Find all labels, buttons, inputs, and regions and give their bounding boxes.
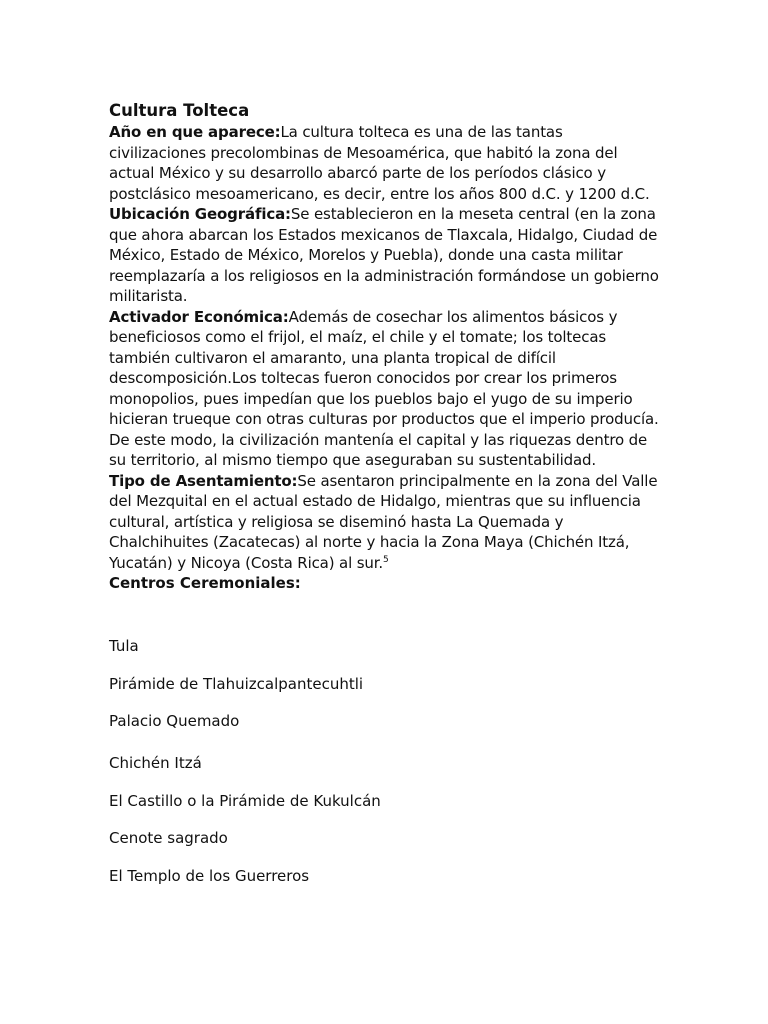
section-label: Activador Económica: [109,307,289,326]
list-item: Palacio Quemado [109,712,240,730]
list-item: El Templo de los Guerreros [109,867,310,885]
list-item: Tula [109,637,139,655]
section-location [109,204,659,307]
page-title: Cultura Tolteca [109,101,250,120]
section-label: Año en que aparece: [109,123,281,141]
section-label: Tipo de Asentamiento: [109,471,298,490]
section-text: La cultura tolteca es una de las tantas civilizaciones precolombinas de Mesoamérica, que habitó la zona del actual México y su desarrollo abarcó parte de los períodos clásico y postclásico mesoamericano, es decir, entre los años 800 d.C. y 1200 d.C. [109,123,650,203]
centers-heading: Centros Ceremoniales: [109,574,301,592]
section-settlement [109,471,659,574]
list-item: Cenote sagrado [109,829,228,847]
list-item: El Castillo o la Pirámide de Kukulcán [109,792,381,810]
list-item: Chichén Itzá [109,754,202,772]
footnote-marker: 5 [383,554,389,565]
section-text: Además de cosechar los alimentos básicos y beneficiosos como el frijol, el maíz, el chile y el tomate; los toltecas también cultivaron el amaranto, una planta tropical de difícil descomposición.Los toltecas fueron conocidos por crear los primeros monopolios, pues impedían que los pueblos bajo el yugo de su imperio hicieran trueque con otras culturas por productos que el imperio producía. De este modo, la civilización mantenía el capital y las riquezas dentro de su territorio, al mismo tiempo que aseguraban su sustentabilidad. [109,307,659,469]
document-body [109,100,659,594]
list-item: Pirámide de Tlahuizcalpantecuhtli [109,675,364,693]
section-text: Se asentaron principalmente en la zona del Valle del Mezquital en el actual estado de Hidalgo, mientras que su influencia cultural, artística y religiosa se diseminó hasta La Quemada y Chalchihuites (Zacatecas) al norte y hacia la Zona Maya (Chichén Itzá, Yucatán) y Nicoya (Costa Rica) al sur. [109,471,658,572]
section-economy [109,307,659,471]
section-label: Ubicación Geográfica: [109,205,291,223]
section-year [109,122,659,204]
section-text: Se establecieron en la meseta central (en la zona que ahora abarcan los Estados mexicanos de Tlaxcala, Hidalgo, Ciudad de México, Estado de México, Morelos y Puebla), donde una casta militar reemplazaría a los religiosos en la administración formándose un gobierno militarista. [109,205,659,305]
